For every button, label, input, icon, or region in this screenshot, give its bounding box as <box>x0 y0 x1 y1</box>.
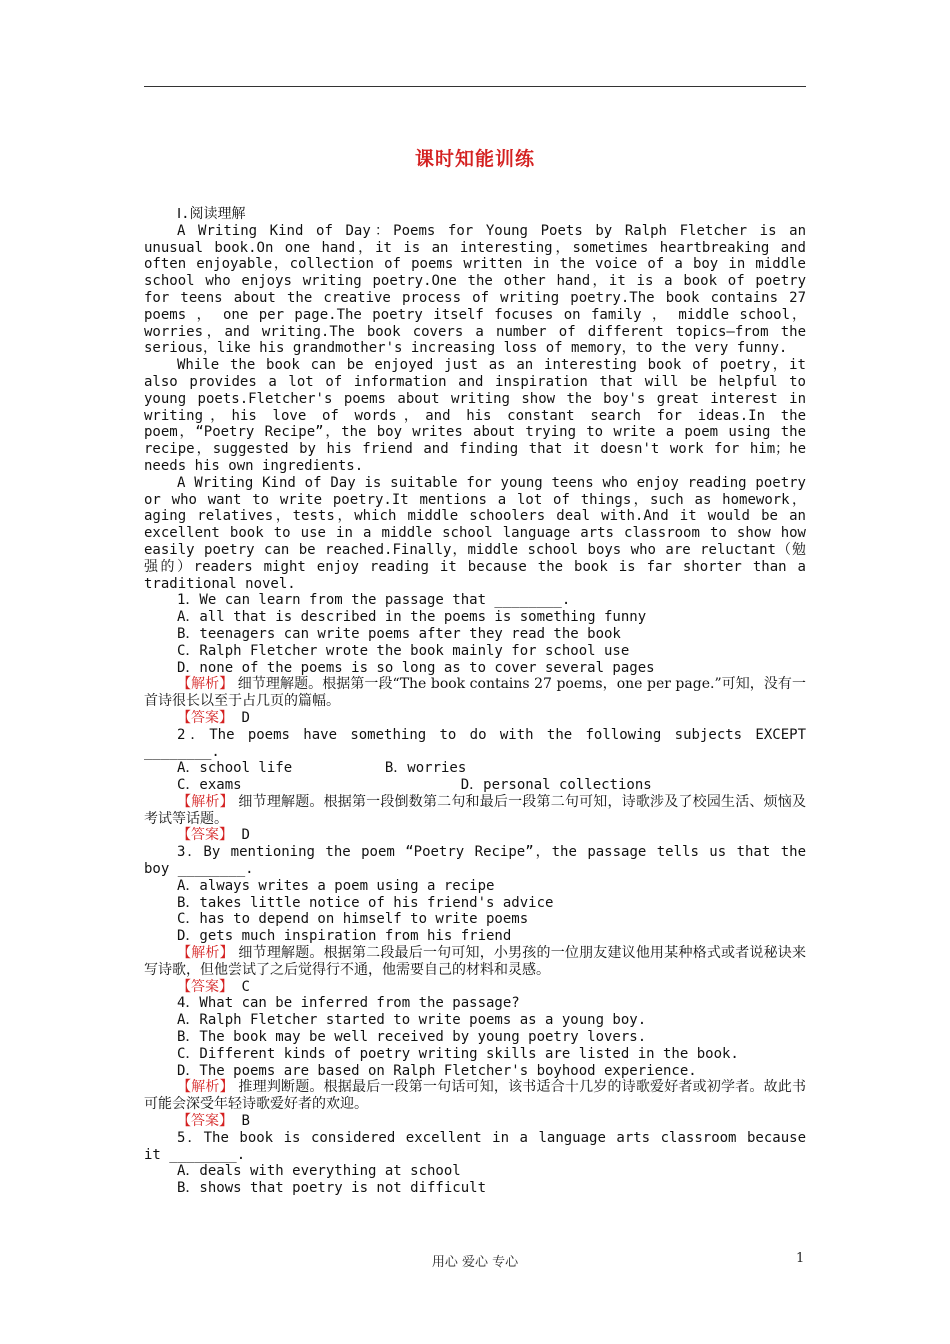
question-2-option-cd: C．exams D．personal collections <box>177 777 652 794</box>
analysis-text: 推理判断题。根据最后一段第一句话可知，该书适合十几岁的诗歌爱好者或初学者。故此书可能会深受年轻诗歌爱好者的欢迎。 <box>144 1079 806 1113</box>
question-2-option-ab: A．school life B．worries <box>177 760 467 777</box>
answer-label: 【答案】 <box>177 827 233 844</box>
question-4-analysis <box>144 1079 806 1113</box>
question-2-analysis <box>144 794 806 828</box>
analysis-label: 【解析】 <box>177 1079 234 1096</box>
analysis-label: 【解析】 <box>177 793 234 810</box>
question-4-option-a: A．Ralph Fletcher started to write poems as a young boy. <box>177 1012 647 1029</box>
analysis-text: 细节理解题。根据第二段最后一句可知，小男孩的一位朋友建议他用某种格式或者说秘诀来写诗歌，但他尝试了之后觉得行不通，他需要自己的材料和灵感。 <box>144 945 806 978</box>
question-1-stem: 1．We can learn from the passage that ________. <box>177 592 571 609</box>
question-3-option-a: A．always writes a poem using a recipe <box>177 877 495 894</box>
question-4-answer <box>144 1113 806 1130</box>
question-3-stem: 3．By mentioning the poem “Poetry Recipe”，the passage tells us that the boy ________. <box>144 844 806 878</box>
question-1-option-d: D．none of the poems is so long as to cover several pages <box>177 659 655 676</box>
analysis-text: 细节理解题。根据第一段“The book contains 27 poems，one per page.”可知，没有一首诗很长以至于占几页的篇幅。 <box>144 676 806 710</box>
question-4-option-d: D．The poems are based on Ralph Fletcher's boyhood experience. <box>177 1062 697 1079</box>
section-heading: Ⅰ.阅读理解 <box>177 206 246 222</box>
answer-value: D <box>241 709 250 726</box>
question-3-option-b: B．takes little notice of his friend's advice <box>177 894 554 911</box>
answer-value: B <box>241 1113 250 1130</box>
question-4-option-b: B．The book may be well received by young poetry lovers. <box>177 1029 647 1046</box>
question-2-answer <box>144 827 806 844</box>
answer-label: 【答案】 <box>177 1113 233 1130</box>
analysis-label: 【解析】 <box>177 945 234 962</box>
question-1-option-b: B．teenagers can write poems after they read the book <box>177 625 621 642</box>
answer-label: 【答案】 <box>177 978 233 995</box>
answer-value: D <box>241 827 250 844</box>
question-3-analysis <box>144 945 806 979</box>
page-title: 课时知能训练 <box>414 148 535 170</box>
question-5-stem: 5．The book is considered excellent in a language arts classroom because it ________. <box>144 1129 806 1163</box>
document-body <box>144 206 806 1197</box>
question-4-stem: 4．What can be inferred from the passage? <box>177 995 520 1012</box>
question-1-option-a: A．all that is described in the poems is something funny <box>177 609 647 626</box>
question-5-option-a: A．deals with everything at school <box>177 1163 461 1180</box>
question-3-answer <box>144 979 806 996</box>
page-number: 1 <box>796 1251 805 1266</box>
question-5-option-b: B．shows that poetry is not difficult <box>177 1180 487 1197</box>
passage-paragraph-2: While the book can be enjoyed just as an interesting book of poetry，it also provides a lot of information and inspiration that will be helpful to young poets.Fletcher's poems about writing show the boy's great interest in writing，his love of words，and his constant search for ideas.In the poem，“Poetry Recipe”，the boy writes about trying to write a poem using the recipe，suggested by his friend and finding that it doesn't work for him；he needs his own ingredients. <box>144 357 806 474</box>
analysis-label: 【解析】 <box>177 676 234 693</box>
header-rule <box>144 86 806 87</box>
question-1-answer <box>144 710 806 727</box>
passage-paragraph-1: A Writing Kind of Day：Poems for Young Poets by Ralph Fletcher is an unusual book.On one hand，it is an interesting，sometimes heartbreaking and often enjoyable，collection of poems written in the voice of a boy in middle school who enjoys writing poetry.One the other hand，it is a book of poetry for teens about the creative process of writing poetry.The book contains 27 poems ， one per page.The poetry itself focuses on family ， middle school，worries，and writing.The book covers a number of different topics—from the serious，like his grandmother's increasing loss of memory，to the very funny. <box>144 222 806 357</box>
question-4-option-c: C．Different kinds of poetry writing skills are listed in the book. <box>177 1045 739 1062</box>
question-1-option-c: C．Ralph Fletcher wrote the book mainly for school use <box>177 642 630 659</box>
footer-motto: 用心 爱心 专心 <box>431 1255 519 1270</box>
answer-value: C <box>241 978 250 995</box>
question-1-analysis <box>144 676 806 710</box>
question-2-stem: 2．The poems have something to do with the following subjects EXCEPT ________. <box>144 726 806 760</box>
analysis-text: 细节理解题。根据第一段倒数第二句和最后一段第二句可知，诗歌涉及了校园生活、烦恼及考试等话题。 <box>144 793 806 827</box>
answer-label: 【答案】 <box>177 709 233 726</box>
question-3-option-c: C．has to depend on himself to write poems <box>177 911 529 928</box>
passage-paragraph-3: A Writing Kind of Day is suitable for young teens who enjoy reading poetry or who want to write poetry.It mentions a lot of things，such as homework，aging relatives，tests，which middle schoolers deal with.And it would be an excellent book to use in a middle school language arts classroom to show how easily poetry can be reached.Finally，middle school boys who are reluctant（勉强的）readers might enjoy reading it because the book is far shorter than a traditional novel. <box>144 474 806 592</box>
question-3-option-d: D．gets much inspiration from his friend <box>177 928 512 945</box>
